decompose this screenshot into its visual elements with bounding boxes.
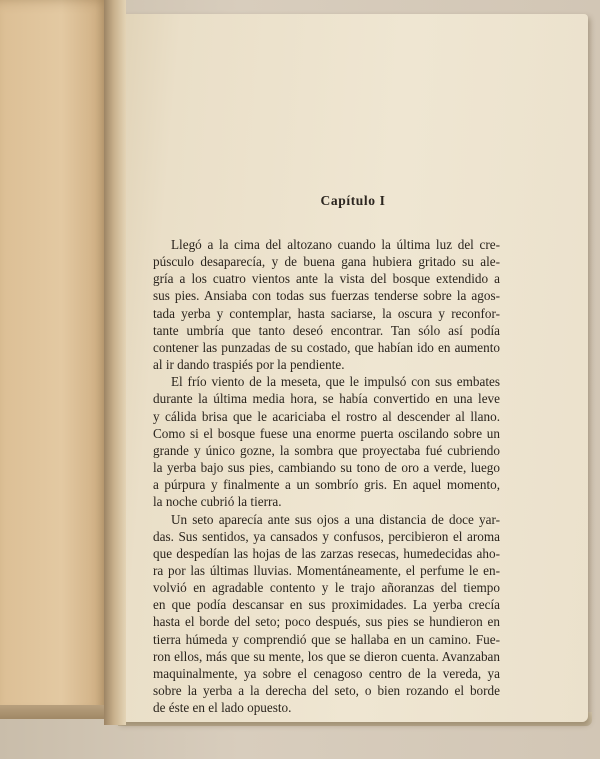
paragraph	[153, 373, 500, 510]
paragraph	[153, 236, 500, 373]
text-line: que despedían las hojas de las zarzas resecas, humedecidas aho-	[153, 545, 500, 561]
text-line: Llegó a la cima del altozano cuando la última luz del cre-	[171, 237, 500, 252]
text-line: durante la última media hora, se había convertido en una leve	[153, 391, 500, 407]
text-line: a púrpura y finalmente a un sombrío gris. En aquel momento,	[153, 477, 500, 493]
chapter-title: Capítulo I	[320, 193, 386, 208]
left-page	[0, 0, 112, 716]
text-line: hasta el borde del seto; poco después, sus pies se hundieron en	[153, 614, 500, 630]
text-line: de éste en el lado opuesto.	[153, 700, 292, 716]
text-line: El frío viento de la meseta, que le impulsó con sus embates	[171, 374, 500, 390]
text-line: la noche cubrió la tierra.	[153, 494, 282, 510]
left-page-edge	[0, 705, 120, 719]
text-line: tante umbría que tanto deseó encontrar. Tan sólo así podía	[153, 322, 500, 338]
text-line: tierra húmeda y comprendió que se hallaba en un camino. Fue-	[153, 631, 500, 647]
text-line: la yerba bajo sus pies, cambiando su tono de oro a verde, luego	[153, 460, 500, 476]
body-text	[153, 236, 500, 716]
text-line: gría a los cuatro vientos ante la vista del bosque extendido a	[153, 271, 500, 287]
book-gutter	[104, 0, 126, 725]
text-line: contener las punzadas de su costado, que habían ido en aumento	[153, 339, 500, 355]
text-line: púsculo desaparecía, y de buena gana hubiera gritado su ale-	[153, 254, 500, 270]
paragraph	[153, 511, 500, 717]
text-line: maquinalmente, ya sobre el cenagoso centro de la vereda, ya	[153, 665, 500, 681]
text-line: volvió en agradable contento y le trajo añoranzas del tiempo	[153, 580, 500, 596]
text-line: sus pies. Ansiaba con todas sus fuerzas tenderse sobre la agos-	[153, 288, 500, 304]
text-line: y cálida brisa que le acariciaba el rostro al descender al llano.	[153, 408, 500, 424]
text-line: ra por las últimas lluvias. Momentáneamente, el perfume le en-	[153, 562, 500, 578]
text-line: sobre la yerba a la derecha del seto, o bien rozando el borde	[153, 683, 500, 699]
text-line: Un seto aparecía ante sus ojos a una distancia de doce yar-	[171, 511, 500, 527]
text-line: ron ellos, más que su mente, los que se dieron cuenta. Avanzaban	[153, 648, 500, 664]
text-line: al ir dando traspiés por la pendiente.	[153, 357, 345, 373]
text-line: Como si el bosque fuese una enorme puerta oscilando sobre un	[153, 425, 500, 441]
text-line: das. Sus sentidos, ya cansados y confusos, percibieron el aroma	[153, 528, 500, 544]
text-line: grande y único gozne, la sombra que proyectaba fué cubriendo	[153, 442, 500, 458]
text-line: tada yerba y contemplar, hasta saciarse, la oscura y reconfor-	[153, 305, 500, 321]
text-line: en que podía descansar en sus proximidades. La yerba crecía	[153, 597, 500, 613]
